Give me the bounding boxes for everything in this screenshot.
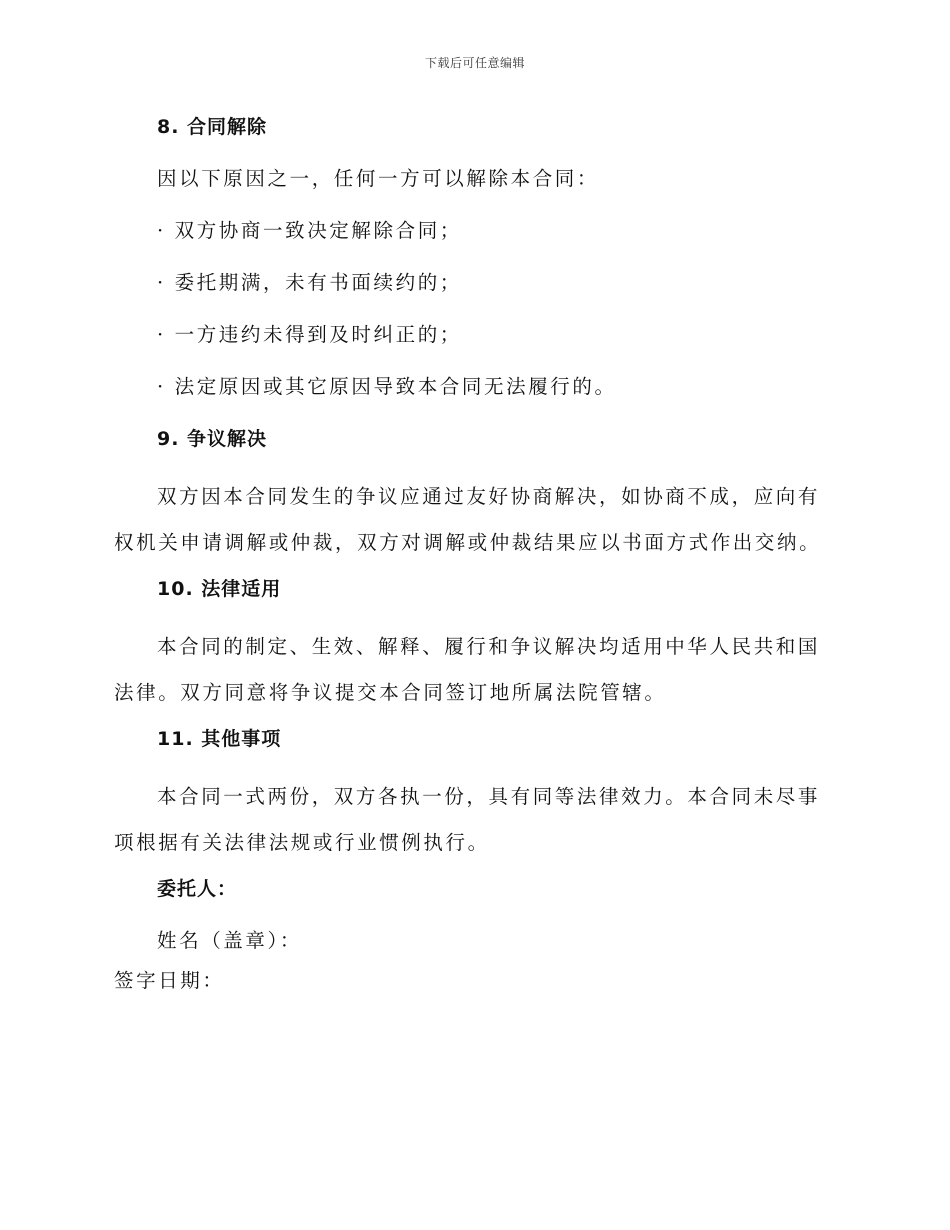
section-8-bullet-4: · 法定原因或其它原因导致本合同无法履行的。 [157, 375, 617, 398]
section-8-bullet-3: · 一方违约未得到及时纠正的； [157, 323, 462, 346]
section-8-bullet-1: · 双方协商一致决定解除合同； [157, 219, 462, 242]
section-11-body: 本合同一式两份，双方各执一份，具有同等法律效力。本合同未尽事项根据有关法律法规或行业惯例执行。 [114, 785, 821, 854]
section-9-body: 双方因本合同发生的争议应通过友好协商解决，如协商不成，应向有权机关申请调解或仲裁，双方对调解或仲裁结果应以书面方式作出交纳。 [114, 485, 822, 554]
section-11-title: 11. 其他事项 [157, 728, 282, 750]
section-8-title: 8. 合同解除 [157, 116, 268, 138]
section-8-intro: 因以下原因之一，任何一方可以解除本合同： [157, 167, 600, 190]
section-10-body: 本合同的制定、生效、解释、履行和争议解决均适用中华人民共和国法律。双方同意将争议提交本合同签订地所属法院管辖。 [114, 635, 821, 704]
signature-name-label: 姓名（盖章）： [157, 929, 302, 952]
signature-party-label: 委托人： [157, 878, 238, 900]
page-header: 下载后可任意编辑 [424, 56, 525, 70]
section-9-title: 9. 争议解决 [157, 428, 268, 450]
section-10-title: 10. 法律适用 [157, 578, 282, 600]
document-body [114, 110, 834, 1016]
section-8-bullet-2: · 委托期满，未有书面续约的； [157, 271, 462, 294]
signature-date-label: 签字日期： [114, 969, 225, 992]
